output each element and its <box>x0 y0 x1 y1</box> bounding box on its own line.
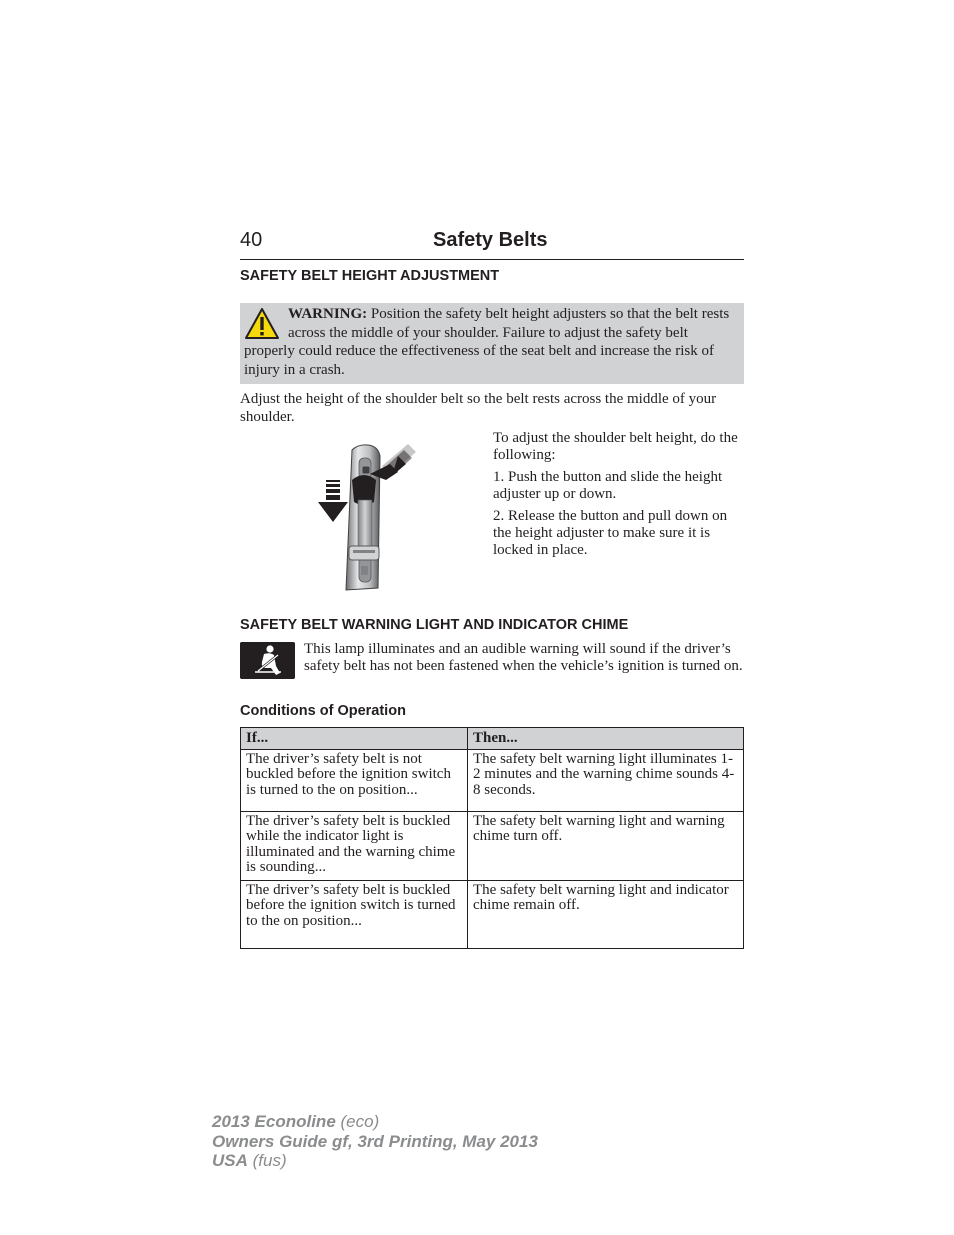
table-cell-then: The safety belt warning light and indicator chime remain off. <box>468 880 744 948</box>
warning-box <box>240 303 744 384</box>
footer-market-code: (fus) <box>247 1151 287 1170</box>
table-cell-if: The driver’s safety belt is buckled before the ignition switch is turned to the on position... <box>241 880 468 948</box>
table-row <box>241 749 744 811</box>
height-intro-text: Adjust the height of the shoulder belt so the belt rests across the middle of your shoulder. <box>240 391 717 425</box>
table-cell-if: The driver’s safety belt is not buckled before the ignition switch is turned to the on position... <box>241 749 468 811</box>
chapter-title: Safety Belts <box>433 229 548 251</box>
table-header-row <box>241 728 744 750</box>
footer-model-code: (eco) <box>335 1112 380 1131</box>
instruction-step-1: 1. Push the button and slide the height adjuster up or down. <box>493 469 723 502</box>
lamp-description: This lamp illuminates and an audible warning will sound if the driver’s safety belt has not been fastened when the vehicle’s ignition is turned on. <box>304 641 743 674</box>
conditions-table <box>240 727 744 949</box>
table-row <box>241 811 744 880</box>
instruction-step-2: 2. Release the button and pull down on the height adjuster to make sure it is locked in place. <box>493 508 728 558</box>
footer-line-3 <box>212 1151 538 1171</box>
belt-height-adjuster-illustration <box>312 440 432 592</box>
page-header <box>240 229 744 260</box>
section-heading-height-adjustment: SAFETY BELT HEIGHT ADJUSTMENT <box>240 268 500 284</box>
footer-line-1 <box>212 1112 538 1132</box>
table-cell-if: The driver’s safety belt is buckled while the indicator light is illuminated and the warning chime is sounding... <box>241 811 468 880</box>
footer-guide-info: Owners Guide gf, 3rd Printing, May 2013 <box>212 1131 538 1151</box>
footer-model: 2013 Econoline <box>212 1112 336 1131</box>
instructions-intro: To adjust the shoulder belt height, do the following: <box>493 430 738 463</box>
conditions-heading: Conditions of Operation <box>240 703 406 719</box>
warning-text <box>244 305 734 379</box>
seatbelt-warning-lamp-icon <box>240 642 295 679</box>
warning-label: WARNING: <box>288 306 368 322</box>
warning-body: Position the safety belt height adjusters so that the belt rests across the middle of your shoulder. Failure to adjust the safety belt properly could reduce the effectiveness of the seat belt and increase the risk of injury in a crash. <box>244 306 730 378</box>
table-header-then: Then... <box>468 728 744 750</box>
footer-line-2 <box>212 1132 538 1152</box>
table-cell-then: The safety belt warning light illuminates 1-2 minutes and the warning chime sounds 4-8 seconds. <box>468 749 744 811</box>
warning-triangle-icon <box>244 307 280 341</box>
footer-market: USA <box>212 1151 248 1170</box>
table-cell-then: The safety belt warning light and warning chime turn off. <box>468 811 744 880</box>
table-row <box>241 880 744 948</box>
page-footer <box>212 1112 538 1171</box>
table-header-if: If... <box>241 728 468 750</box>
section-heading-warning-light: SAFETY BELT WARNING LIGHT AND INDICATOR CHIME <box>240 617 629 633</box>
page-number: 40 <box>240 229 263 251</box>
